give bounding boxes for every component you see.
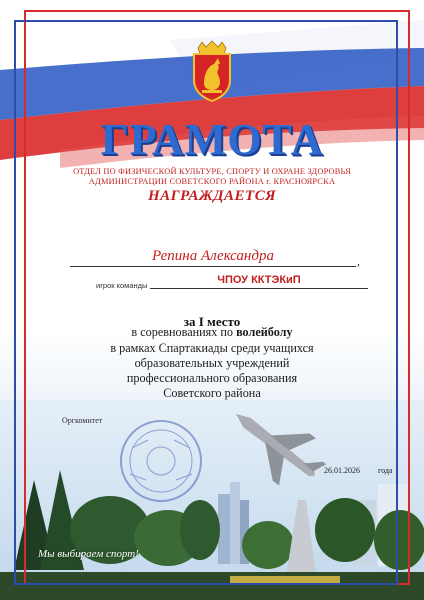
stamp-icon bbox=[118, 418, 204, 504]
place-award: за I место bbox=[183, 314, 241, 329]
sport-name: волейболу bbox=[236, 325, 293, 339]
team-name: ЧПОУ ККТЭКиП bbox=[217, 274, 301, 286]
team-label: игрок команды bbox=[96, 281, 148, 290]
team-underline bbox=[150, 288, 368, 289]
frame-border-blue bbox=[14, 20, 398, 585]
organization-line-1: ОТДЕЛ ПО ФИЗИЧЕСКОЙ КУЛЬТУРЕ, СПОРТУ И ОХРАНЕ ЗДОРОВЬЯ bbox=[73, 167, 351, 176]
description-line-3: образовательных учреждений bbox=[134, 356, 290, 370]
name-underline bbox=[70, 266, 356, 267]
issue-date: 26.01.2026 bbox=[324, 466, 360, 475]
name-comma: , bbox=[357, 254, 360, 268]
slogan: Мы выбираем спорт! bbox=[38, 548, 139, 560]
description-line-2: в рамках Спартакиады среди учащихся bbox=[110, 341, 314, 355]
date-suffix: года bbox=[378, 466, 393, 475]
committee-label: Оргкомитет bbox=[62, 416, 103, 425]
awarded-label: НАГРАЖДАЕТСЯ bbox=[147, 188, 277, 204]
coat-of-arms-icon bbox=[190, 40, 234, 102]
description-line-1 bbox=[0, 325, 424, 340]
description-prefix: в соревнованиях по bbox=[131, 325, 237, 339]
recipient-name: Репина Александра bbox=[152, 248, 274, 264]
description-line-4: профессионального образования bbox=[126, 371, 298, 385]
certificate-title: ГРАМОТА bbox=[100, 115, 324, 164]
organization-line-2: АДМИНИСТРАЦИИ СОВЕТСКОГО РАЙОНА г. КРАСНОЯРСКА bbox=[88, 177, 336, 186]
description-line-5: Советского района bbox=[163, 386, 261, 400]
